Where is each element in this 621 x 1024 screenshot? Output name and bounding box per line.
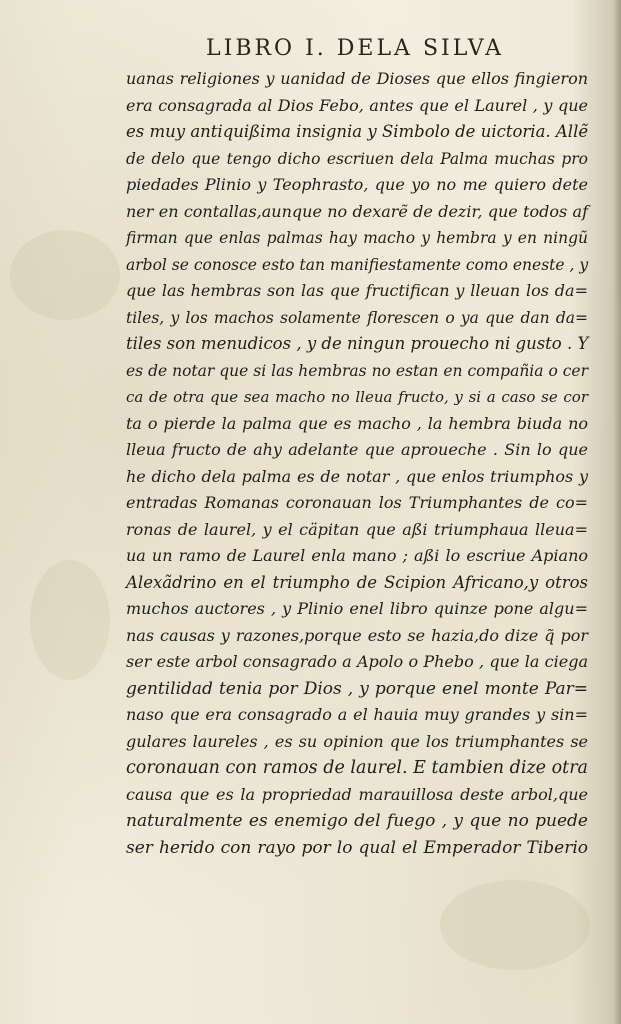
text-line: tiles, y los machos solamente florescen o ya que dan da= <box>126 308 588 327</box>
text-line: arbol se conosce esto tan manifiestamente como eneste , y <box>126 255 589 274</box>
text-line: uanas religiones y uanidad de Dioses que ellos fingieron <box>126 69 588 88</box>
text-line: ser herido con rayo por lo qual el Emperador Tiberio <box>126 837 588 858</box>
text-line: es muy antiquißima insignia y Simbolo de uictoria. Allẽ <box>126 122 589 141</box>
text-line: ronas de laurel, y el cäpitan que aßi triumphaua lleua= <box>126 519 588 539</box>
text-line: firman que enlas palmas hay macho y hembra y en ningũ <box>126 229 588 247</box>
text-line: coronauan con ramos de laurel. E tambien dize otra <box>126 758 588 778</box>
paper-stain <box>440 880 590 970</box>
text-line: ner en contallas,aunque no dexarẽ de dezir, que todos af <box>126 201 588 221</box>
text-line: era consagrada al Dios Febo, antes que el Laurel , y que <box>126 95 588 115</box>
text-line: naturalmente es enemigo del fuego , y que no puede <box>126 811 588 831</box>
text-line: Alexãdrino en el triumpho de Scipion Africano,y otros <box>126 572 588 592</box>
text-line: gulares laureles , es su opinion que los triumphantes se <box>126 731 588 751</box>
body-text <box>126 66 588 861</box>
text-line: entradas Romanas coronauan los Triumphantes de co= <box>126 493 588 512</box>
text-line: piedades Plinio y Teophrasto, que yo no me quiero dete <box>126 175 588 194</box>
text-line: ua un ramo de Laurel enla mano ; aßi lo escriue Apiano <box>126 546 588 565</box>
text-line: causa que es la propriedad marauillosa deste arbol,que <box>126 784 588 804</box>
text-line: ser este arbol consagrado a Apolo o Phebo , que la ciega <box>126 652 588 671</box>
paper-stain <box>10 230 120 320</box>
text-line: gentilidad tenia por Dios , y porque enel monte Par= <box>126 678 588 699</box>
text-line: nas causas y razones,porque esto se hazia,do dize q̃ por <box>126 625 588 645</box>
text-line: lleua fructo de ahy adelante que aproueche . Sin lo que <box>126 440 588 459</box>
text-line: muchos auctores , y Plinio enel libro quinze pone algu= <box>126 599 588 618</box>
text-line: de delo que tengo dicho escriuen dela Palma muchas pro <box>126 149 588 168</box>
text-line: ta o pierde la palma que es macho , la hembra biuda no <box>126 413 588 433</box>
paper-stain <box>30 560 110 680</box>
text-line: es de notar que si las hembras no estan en compañia o cer <box>126 361 588 380</box>
text-line: he dicho dela palma es de notar , que enlos triumphos y <box>126 466 588 486</box>
text-line: tiles son menudicos , y de ningun prouecho ni gusto . Y <box>126 334 589 353</box>
text-line: que las hembras son las que fructifican y lleuan los da= <box>126 281 588 300</box>
text-line: naso que era consagrado a el hauia muy grandes y sin= <box>126 705 588 724</box>
page-edge-shadow <box>613 0 621 1024</box>
text-line: ca de otra que sea macho no lleua fructo, y si a caso se cor <box>126 388 588 406</box>
running-head: LIBRO I. DELA SILVA <box>206 36 504 61</box>
